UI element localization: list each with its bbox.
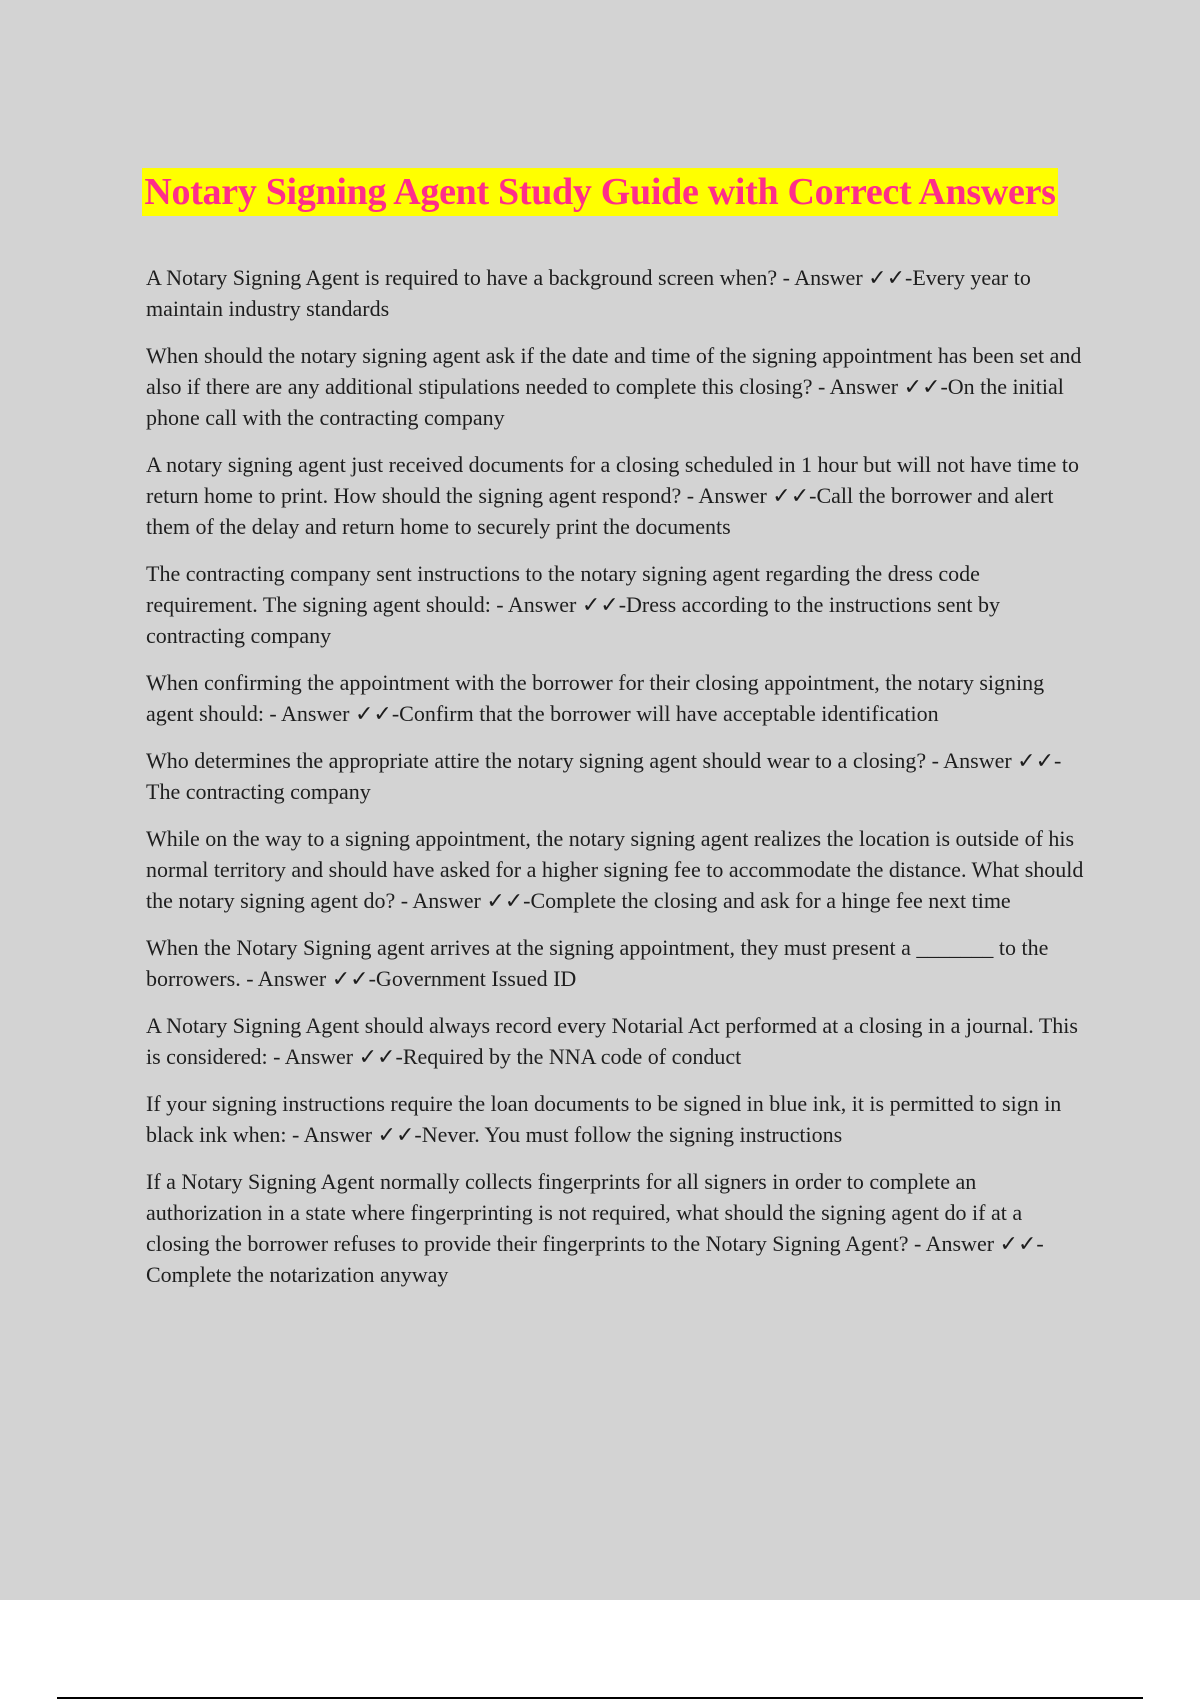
qa-item: If a Notary Signing Agent normally collects fingerprints for all signers in order to complete an authorization in a state where fingerprinting is not required, what should the signing agent do if at a closing the borrower refuses to provide their fingerprints to the Notary Signing Agent? - Answer ✓✓-Complete the notarization anyway <box>146 1169 1044 1287</box>
qa-item: When should the notary signing agent ask if the date and time of the signing appointment has been set and also if there are any additional stipulations needed to complete this closing? - Answer ✓✓-On the initial phone call with the contracting company <box>146 343 1082 430</box>
qa-item: When the Notary Signing agent arrives at the signing appointment, they must present a _______ to the borrowers. - Answer ✓✓-Government Issued ID <box>146 935 1049 991</box>
title-container <box>0 168 1200 216</box>
qa-item: A Notary Signing Agent should always record every Notarial Act performed at a closing in a journal. This is considered: - Answer ✓✓-Required by the NNA code of conduct <box>146 1013 1078 1069</box>
document-title: Notary Signing Agent Study Guide with Correct Answers <box>142 168 1057 216</box>
qa-item: A Notary Signing Agent is required to have a background screen when? - Answer ✓✓-Every year to maintain industry standards <box>146 265 1031 321</box>
qa-item: When confirming the appointment with the borrower for their closing appointment, the notary signing agent should: - Answer ✓✓-Confirm that the borrower will have acceptable identification <box>146 670 1045 726</box>
page-divider <box>57 1697 1143 1699</box>
qa-item: Who determines the appropriate attire the notary signing agent should wear to a closing? - Answer ✓✓-The contracting company <box>146 748 1062 804</box>
qa-item: The contracting company sent instructions to the notary signing agent regarding the dress code requirement. The signing agent should: - Answer ✓✓-Dress according to the instructions sent by contracting company <box>146 561 1000 648</box>
qa-item: While on the way to a signing appointment, the notary signing agent realizes the location is outside of his normal territory and should have asked for a higher signing fee to accommodate the distance. What should the notary signing agent do? - Answer ✓✓-Complete the closing and ask for a hinge fee next time <box>146 826 1084 913</box>
qa-list <box>146 262 1086 1306</box>
qa-item: A notary signing agent just received documents for a closing scheduled in 1 hour but will not have time to return home to print. How should the signing agent respond? - Answer ✓✓-Call the borrower and alert them of the delay and return home to securely print the documents <box>146 452 1079 539</box>
qa-item: If your signing instructions require the loan documents to be signed in blue ink, it is permitted to sign in black ink when: - Answer ✓✓-Never. You must follow the signing instructions <box>146 1091 1062 1147</box>
